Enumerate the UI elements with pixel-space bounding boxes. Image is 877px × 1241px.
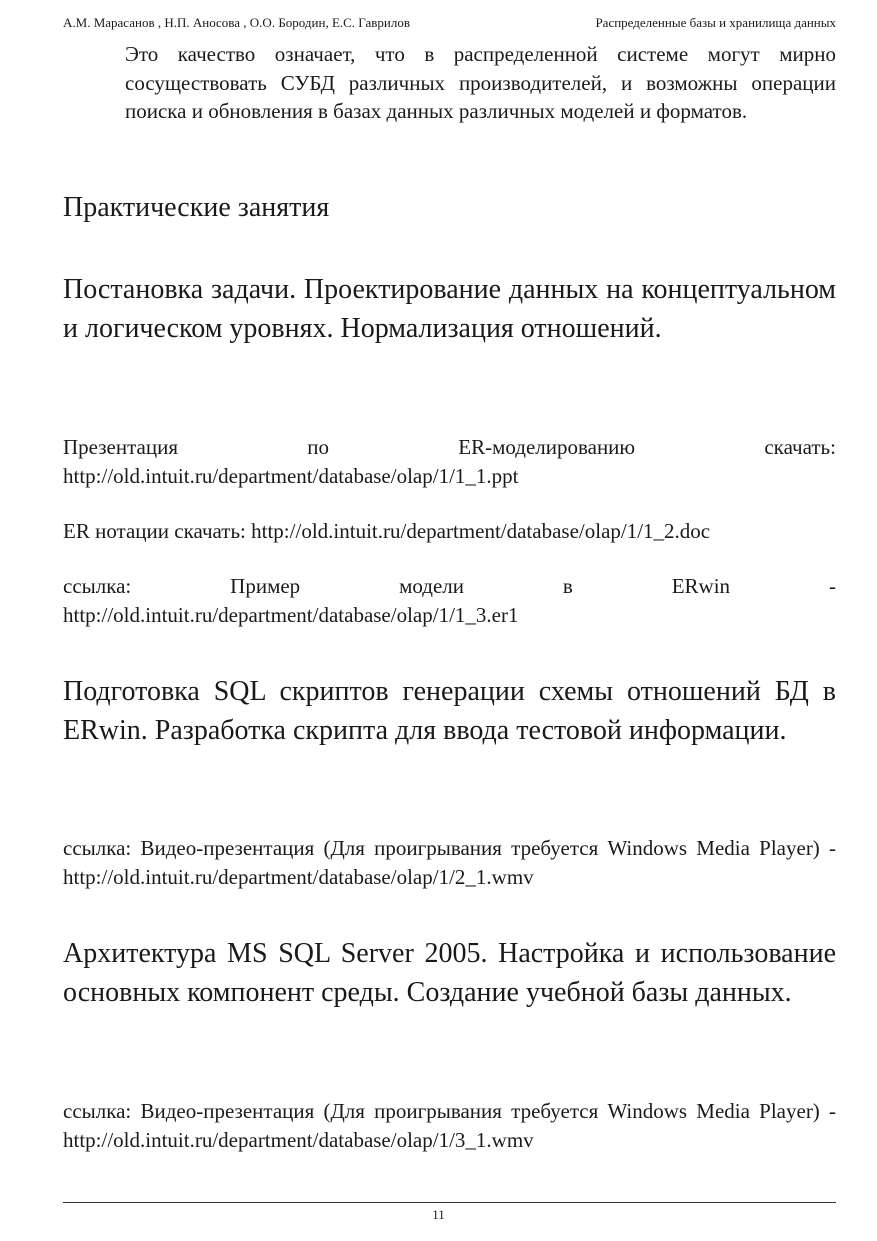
topic3-url-link[interactable]: http://old.intuit.ru/department/database/olap/1/3_1.wmv [63, 1127, 534, 1152]
topic1-model-link [63, 572, 836, 629]
topic1-presentation [63, 433, 836, 490]
presentation-label-line [63, 433, 836, 462]
page-number: 11 [432, 1207, 445, 1222]
presentation-word: по [307, 435, 329, 459]
topic2-url-link[interactable]: http://old.intuit.ru/department/database/olap/1/2_1.wmv [63, 864, 534, 889]
topic3-link-text: ссылка: Видео-презентация (Для проигрывания требуется Windows Media Player) - [63, 1099, 836, 1123]
section-title: Практические занятия [63, 192, 330, 223]
notation-label: ER нотации скачать: [63, 519, 246, 543]
presentation-url-link[interactable]: http://old.intuit.ru/department/database/olap/1/1_1.ppt [63, 463, 519, 488]
presentation-word: ER-моделированию [458, 435, 636, 459]
intro-paragraph: Это качество означает, что в распределенной системе могут мирно сосуществовать СУБД различных производителей, и возможны операции поиска и обновления в базах данных различных моделей и форматов. [125, 42, 836, 123]
model-link-word: ссылка: [63, 574, 132, 598]
model-link-label-line [63, 572, 836, 601]
presentation-word: скачать: [764, 435, 836, 459]
topic2-link-text: ссылка: Видео-презентация (Для проигрывания требуется Windows Media Player) - [63, 836, 836, 860]
model-link-word: - [828, 574, 836, 598]
notation-url-link[interactable]: http://old.intuit.ru/department/database/olap/1/1_2.doc [251, 519, 711, 543]
topic2-link [63, 834, 836, 891]
topic3-heading: Архитектура MS SQL Server 2005. Настройка и использование основных компонент среды. Создание учебной базы данных. [63, 938, 836, 1008]
topic2-heading: Подготовка SQL скриптов генерации схемы отношений БД в ERwin. Разработка скрипта для ввода тестовой информации. [63, 676, 836, 746]
model-url-link[interactable]: http://old.intuit.ru/department/database/olap/1/1_3.er1 [63, 602, 519, 627]
topic1-notation [63, 517, 836, 546]
presentation-word: Презентация [63, 435, 178, 459]
topic3-link [63, 1097, 836, 1154]
model-link-word: ERwin [671, 574, 731, 598]
header-authors: А.М. Марасанов , Н.П. Аносова , О.О. Бородин, Е.С. Гаврилов [63, 15, 410, 30]
footer-divider [63, 1202, 836, 1203]
model-link-word: модели [399, 574, 464, 598]
model-link-word: в [562, 574, 573, 598]
model-link-word: Пример [230, 574, 301, 598]
topic1-heading: Постановка задачи. Проектирование данных на концептуальном и логическом уровнях. Нормализация отношений. [63, 274, 836, 344]
header-course-title: Распределенные базы и хранилища данных [595, 15, 836, 30]
